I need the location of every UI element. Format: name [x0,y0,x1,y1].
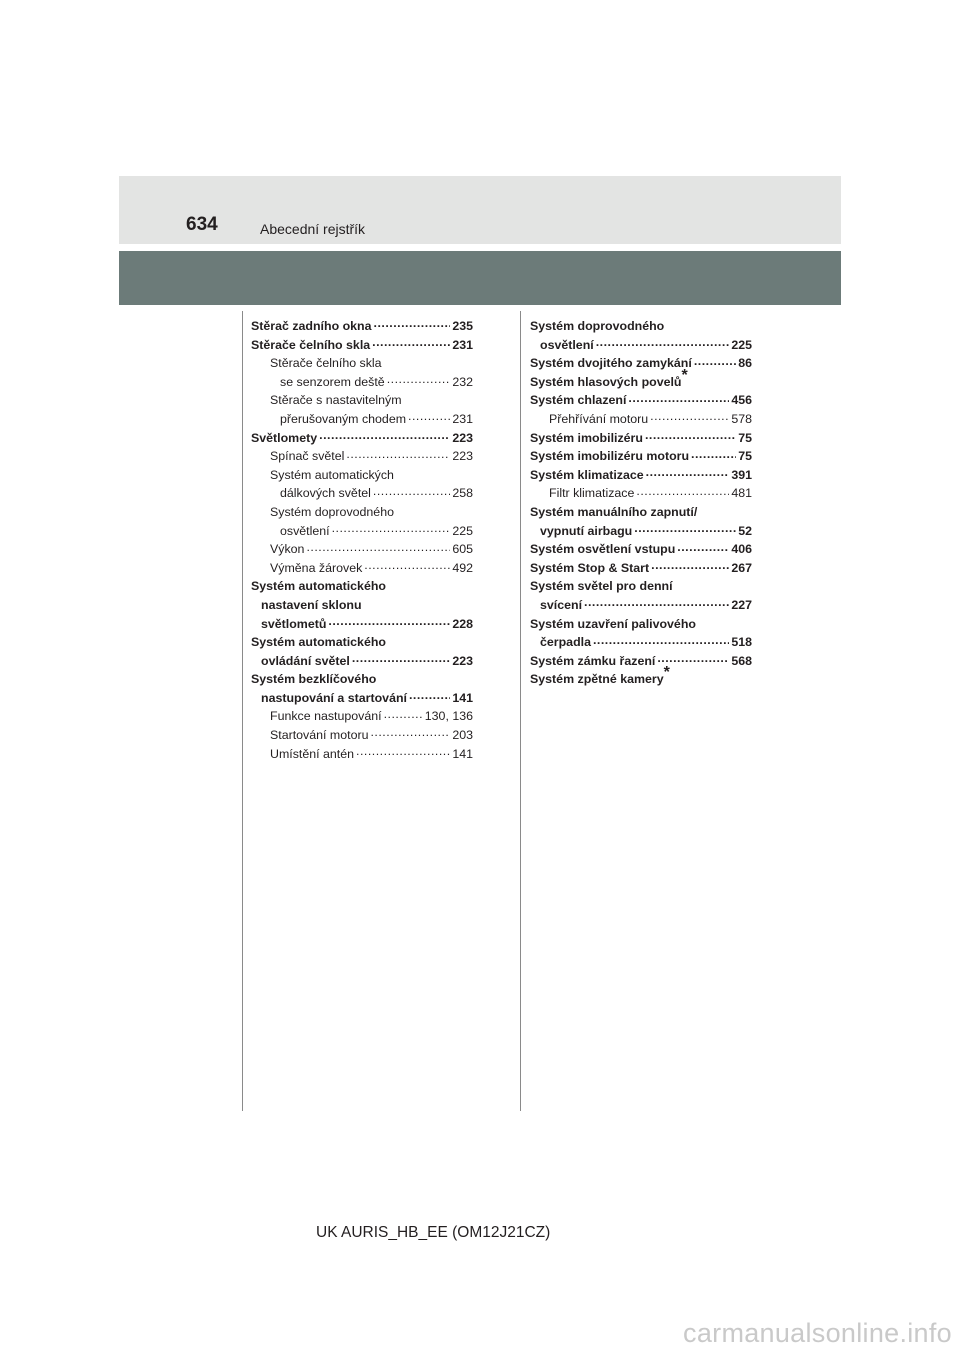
leader-dots [677,541,729,553]
index-entry [530,484,752,503]
leader-dots [374,318,451,330]
index-term: Systém automatického [251,635,386,650]
leader-dots [593,634,729,646]
index-entry-line [530,615,752,634]
page-reference: 228 [452,616,473,631]
index-term: Systém klimatizace [530,467,644,482]
index-term: Systém bezklíčového [251,672,377,687]
leader-dots [319,430,450,442]
section-title: Abecední rejstřík [260,221,366,237]
leader-dots [306,541,450,553]
center-column-rule [520,311,521,1111]
index-term: Výměna žárovek [270,560,363,575]
index-entry-line [251,466,473,485]
document-code: UK AURIS_HB_EE (OM12J21CZ) [316,1224,551,1241]
page-number: 634 [186,214,218,235]
index-entry [530,429,752,448]
index-entry-line [251,596,473,615]
page-reference: 492 [452,560,473,575]
leader-dots [384,708,423,720]
leader-dots [387,374,451,386]
page-reference: 223 [452,653,473,668]
index-term: Světlomety [251,430,318,445]
leader-dots [373,485,450,497]
index-term: Umístění antén [270,746,355,761]
index-entry [251,373,473,392]
index-entry [530,410,752,429]
leader-dots [651,560,729,572]
page-reference: 223 [452,430,473,445]
page-reference: 141 [452,746,473,761]
index-entry [251,317,473,336]
index-term: Systém chlazení [530,393,627,408]
index-term: ovládání světel [261,653,350,668]
page-reference: 231 [452,337,473,352]
leader-dots [634,523,736,535]
index-entry-line [251,503,473,522]
page-reference: 406 [731,542,752,557]
leader-dots [596,337,730,349]
index-term: dálkových světel [280,486,371,501]
index-term: Systém automatických [270,467,394,482]
page-reference: 258 [452,486,473,501]
index-term: Systém hlasových povelů [530,374,682,389]
index-entry [251,484,473,503]
page-reference: 75 [738,449,752,464]
index-term: Stěrače s nastavitelným [270,393,402,408]
index-term: Systém zámku řazení [530,653,656,668]
index-entry [251,615,473,634]
page-reference: 75 [738,430,752,445]
page-reference: 231 [452,411,473,426]
index-term: Funkce nastupování [270,709,382,724]
index-entry [251,559,473,578]
leader-dots [691,448,736,460]
index-term: osvětlení [280,523,330,538]
leader-dots [636,485,729,497]
index-entry [530,633,752,652]
index-term: osvětlení [540,337,594,352]
page-reference: 578 [731,411,752,426]
index-entry [530,391,752,410]
index-entry-line [251,670,473,689]
index-term: Systém doprovodného [530,319,665,333]
page-reference: 130, 136 [424,709,473,724]
index-term: Systém dvojitého zamykání [530,356,692,371]
footnote-asterisk: * [663,664,670,682]
index-entry [251,540,473,559]
index-term: čerpadla [540,635,591,650]
index-term: Stěrače čelního skla [270,356,382,371]
index-entry [530,652,752,671]
leader-dots [370,727,450,739]
index-entry [251,429,473,448]
index-term: Systém automatického [251,579,386,594]
leader-dots [364,560,450,572]
index-entry-line [251,354,473,373]
page-reference: 141 [452,690,473,705]
page-reference: 267 [731,560,752,575]
page-reference: 227 [731,597,752,612]
index-entry [530,354,752,373]
index-entry [251,689,473,708]
index-term: Filtr klimatizace [549,486,635,501]
index-entry [251,707,473,726]
index-term: Systém Stop & Start [530,560,650,575]
index-entry-line [530,503,752,522]
page-reference: 456 [731,393,752,408]
index-entry-line [530,317,752,336]
index-entry [530,466,752,485]
page-reference: 568 [731,653,752,668]
index-term: vypnutí airbagu [540,523,633,538]
leader-dots [346,448,450,460]
index-term: Systém doprovodného [270,504,394,519]
page-reference: 86 [738,356,752,371]
leader-dots [584,597,729,609]
index-entry-line [530,366,752,392]
index-term: přerušovaným chodem [280,411,407,426]
index-entry [251,726,473,745]
header-band [119,176,841,244]
index-term: Systém zpětné kamery [530,672,664,687]
index-term: nastavení sklonu [261,597,362,612]
index-entry [251,745,473,764]
index-term: Přehřívání motoru [549,411,649,426]
leader-dots [352,653,450,665]
page-reference: 518 [731,635,752,650]
leader-dots [372,337,450,349]
page-reference: 235 [452,319,473,333]
index-term: svícení [540,597,583,612]
leader-dots [332,523,451,535]
index-term: Systém osvětlení vstupu [530,542,676,557]
index-column-left [251,317,473,763]
page-reference: 391 [731,467,752,482]
left-column-rule [242,311,243,1111]
index-term: Stěrač zadního okna [251,319,372,333]
footnote-asterisk: * [681,366,688,384]
index-entry-line [251,391,473,410]
index-entry [530,336,752,355]
page-reference: 203 [452,728,473,743]
leader-dots [650,411,729,423]
index-entry-line [530,664,752,689]
index-entry-line [251,577,473,596]
index-entry-line [530,577,752,596]
leader-dots [408,411,450,423]
index-term: Výkon [270,542,305,557]
index-term: se senzorem deště [280,374,385,389]
index-term: Startování motoru [270,728,369,743]
page-reference: 223 [452,449,473,464]
index-entry [251,652,473,671]
page-reference: 225 [452,523,473,538]
leader-dots [628,392,729,404]
index-entry [251,522,473,541]
index-term: Systém imobilizéru [530,430,643,445]
index-entry [251,336,473,355]
index-term: Spínač světel [270,449,345,464]
page-reference: 232 [452,374,473,389]
index-term: nastupování a startování [261,690,407,705]
index-entry [530,522,752,541]
index-entry [530,540,752,559]
section-banner [119,251,841,305]
watermark: carmanualsonline.info [683,1318,952,1348]
page-reference: 481 [731,486,752,501]
index-entry [251,447,473,466]
index-term: Systém světel pro denní [530,579,673,594]
leader-dots [328,616,450,628]
page-reference: 225 [731,337,752,352]
page-reference: 52 [738,523,752,538]
index-term: světlometů [261,616,327,631]
index-entry [530,559,752,578]
index-entry-line [251,633,473,652]
leader-dots [645,430,736,442]
index-term: Systém uzavření palivového [530,616,696,631]
page-reference: 605 [452,542,473,557]
index-term: Systém manuálního zapnutí/ [530,504,698,519]
index-term: Systém imobilizéru motoru [530,449,690,464]
index-entry [251,410,473,429]
leader-dots [646,467,730,479]
leader-dots [657,653,729,665]
leader-dots [409,690,450,702]
index-column-right [530,317,752,689]
leader-dots [694,355,736,367]
index-entry [530,447,752,466]
leader-dots [356,746,450,758]
index-entry [530,596,752,615]
index-term: Stěrače čelního skla [251,337,371,352]
